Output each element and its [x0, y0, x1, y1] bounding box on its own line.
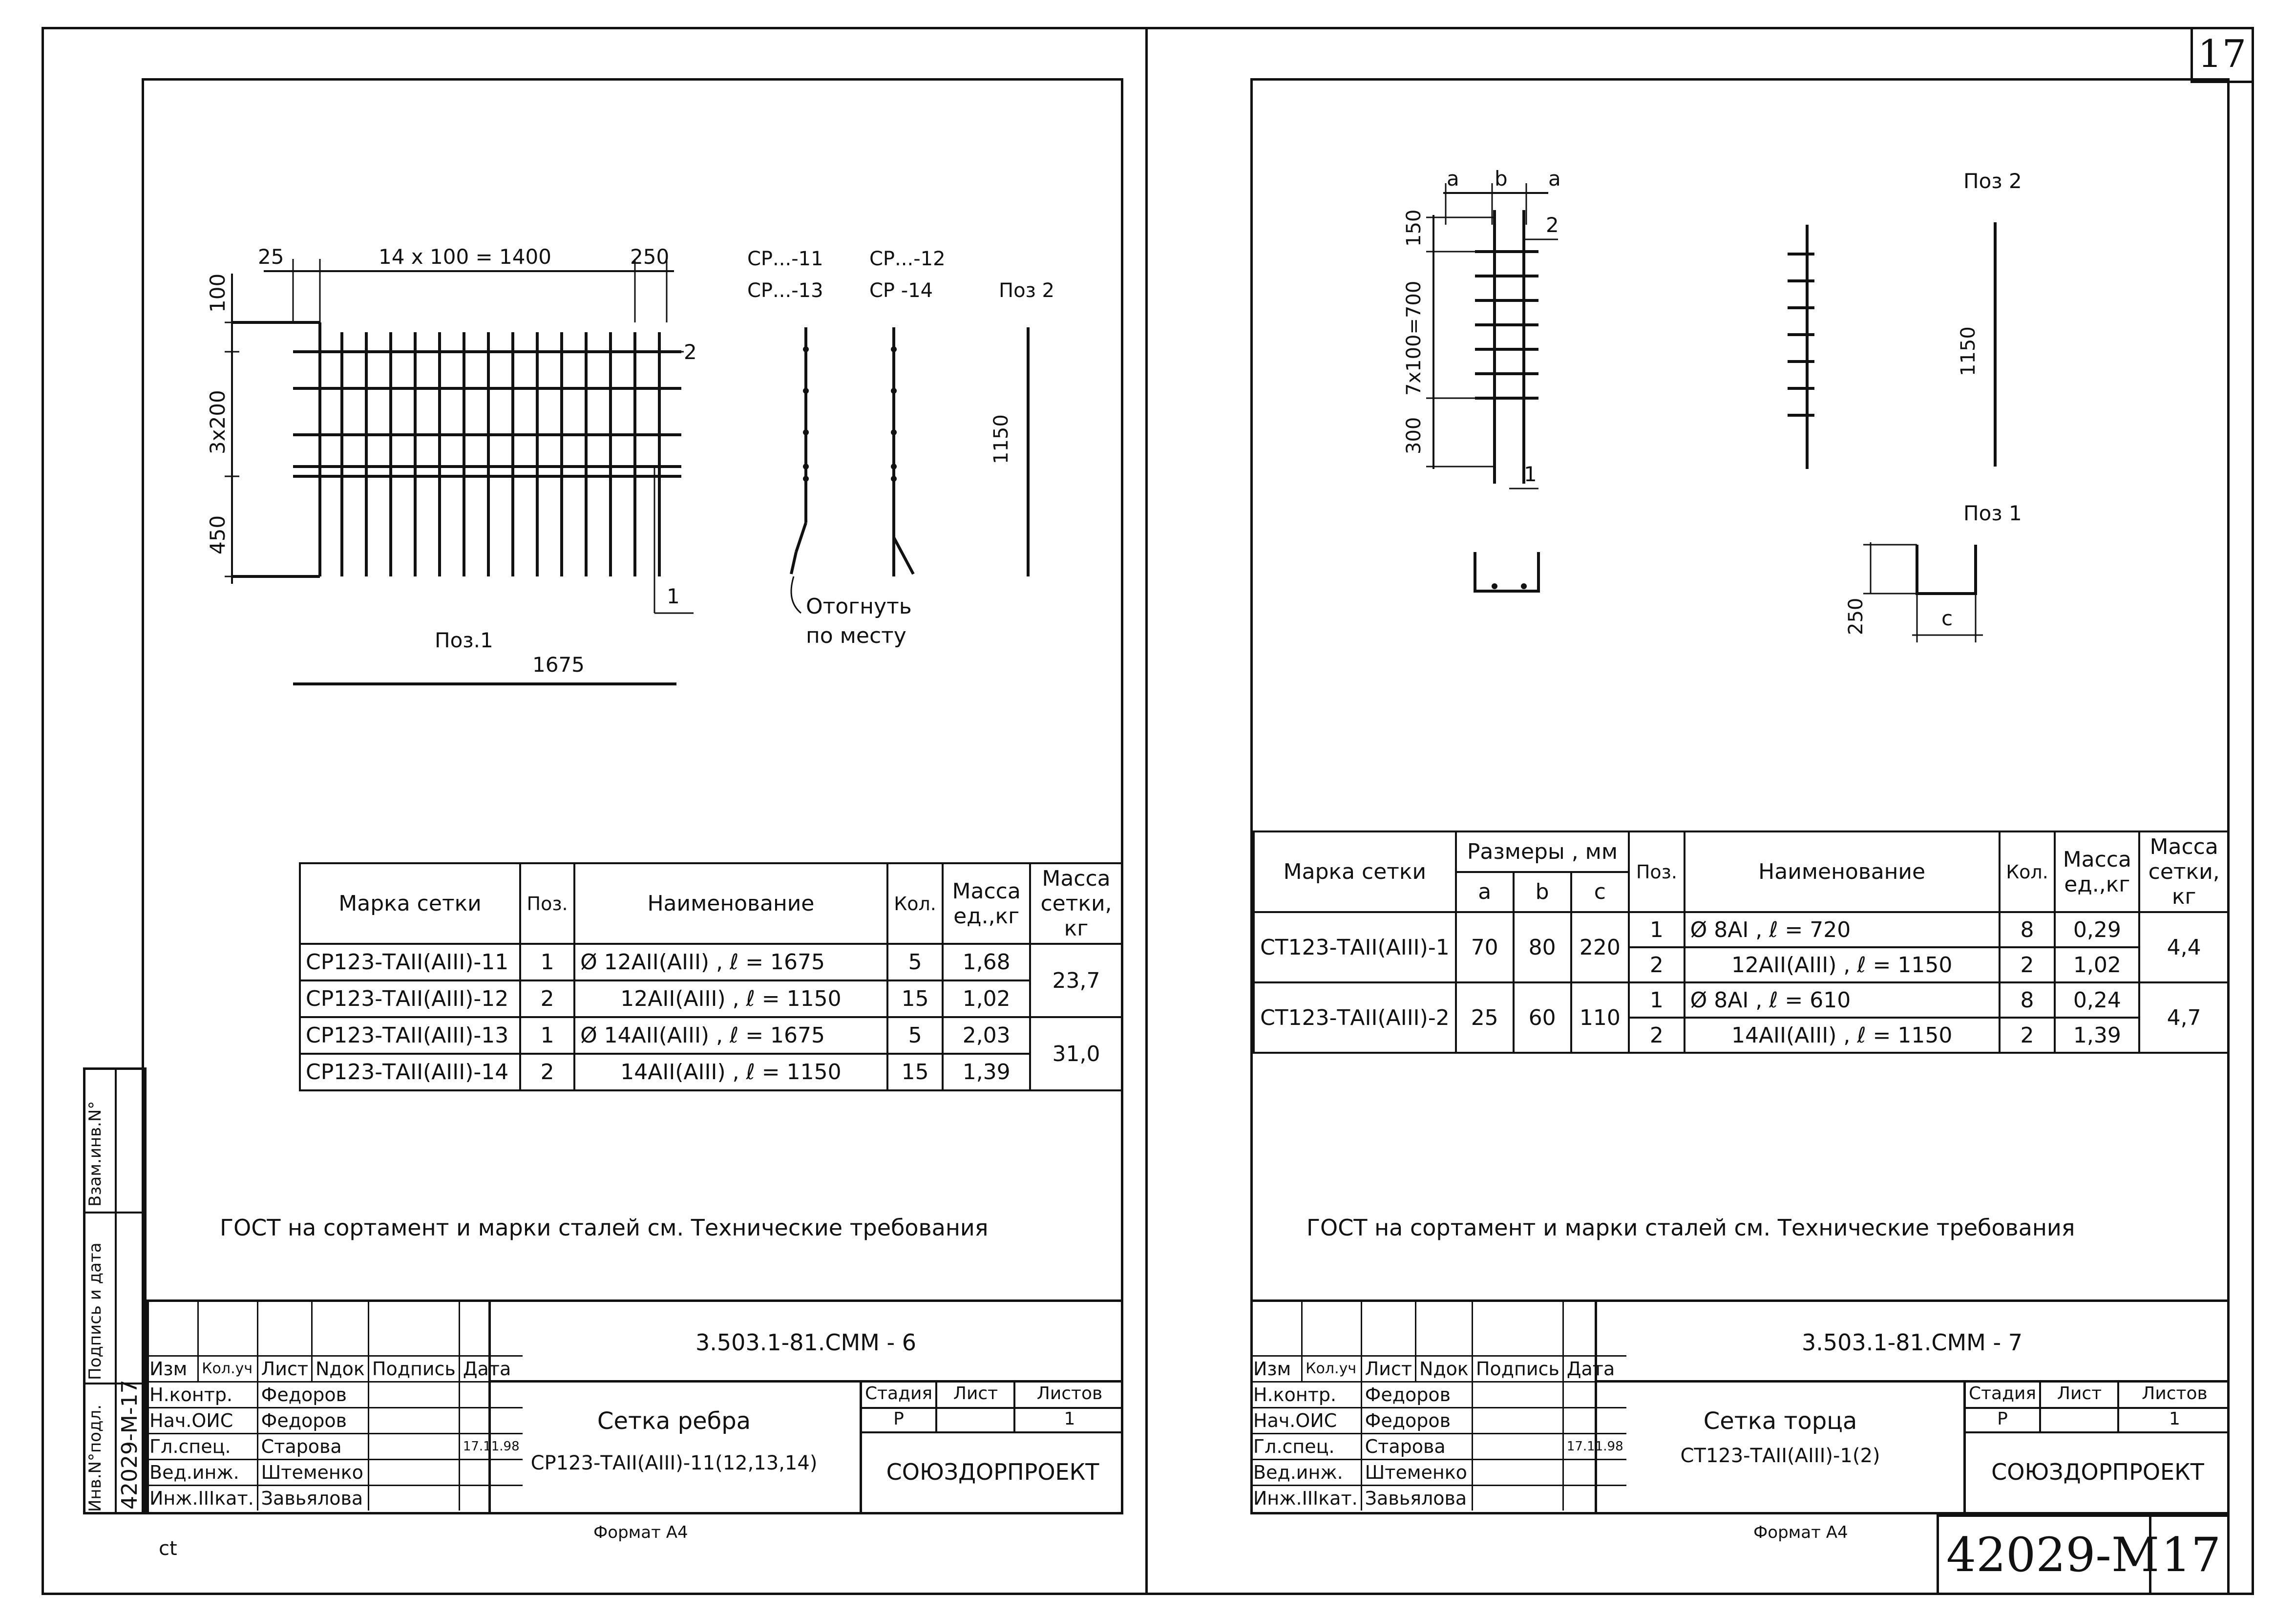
th-name: Наименование: [1685, 831, 2000, 912]
th-total: Масса сетки, кг: [2139, 831, 2229, 912]
cp14: СР -14: [869, 279, 933, 302]
th-total: Масса сетки, кг: [1030, 863, 1122, 944]
len-1150-right: 1150: [1957, 326, 1980, 376]
table-cell: 23,7: [1030, 944, 1122, 1017]
stamp-person: Старова: [1361, 1433, 1472, 1459]
dim-b: b: [1495, 167, 1508, 191]
th-qty: Кол.: [2000, 831, 2055, 912]
stamp-hdr: Кол.уч: [198, 1356, 257, 1382]
table-cell: 15: [887, 1054, 943, 1090]
right-format: Формат А4: [1753, 1523, 1848, 1542]
stamp-role: Нач.ОИС: [1250, 1407, 1361, 1433]
stamp-date: [1563, 1485, 1626, 1511]
left-format: Формат А4: [593, 1523, 688, 1542]
right-stamp-code: 3.503.1-81.СММ - 7: [1802, 1329, 2022, 1356]
stamp-stage: Р: [893, 1409, 904, 1429]
stamp-date: [1563, 1459, 1626, 1485]
stamp-person: Федоров: [257, 1382, 368, 1407]
table-cell: Ø 12АII(АIII) , ℓ = 1675: [574, 944, 887, 980]
table-cell: СР123-ТАII(АIII)-13: [300, 1017, 520, 1054]
stamp-date: 17.11.98: [459, 1433, 522, 1459]
pos1-label-right: Поз 1: [1963, 501, 2022, 525]
left-corner-mark: ct: [159, 1537, 177, 1560]
dim-span: 14 x 100 = 1400: [379, 245, 551, 269]
table-cell: Ø 8АI , ℓ = 610: [1685, 982, 2000, 1018]
table-cell: 4,4: [2139, 912, 2229, 982]
stamp-hdr: Дата: [1563, 1356, 1626, 1382]
dim-25: 25: [258, 245, 284, 269]
stamp-role: Вед.инж.: [1250, 1459, 1361, 1485]
dim-250: 250: [630, 245, 670, 269]
right-stamp-title1: Сетка торца: [1703, 1407, 1857, 1435]
dim-150: 150: [1403, 209, 1425, 247]
stamp-hline: [1963, 1431, 2230, 1433]
table-cell: 5: [887, 944, 943, 980]
stamp-person: Федоров: [257, 1407, 368, 1433]
callout-2: 2: [684, 340, 697, 364]
pos1-label: Поз.1: [435, 628, 493, 652]
th-mark: Марка сетки: [1254, 831, 1456, 912]
table-cell: 2: [520, 1054, 574, 1090]
stamp-date: [1563, 1407, 1626, 1433]
side-vzam-label: Взам.инв.N°: [85, 1101, 105, 1207]
table-cell: 2: [1629, 947, 1684, 982]
pos2-label-right: Поз 2: [1963, 169, 2022, 193]
left-stamp-title2: СР123-ТАII(АIII)-11(12,13,14): [530, 1452, 818, 1474]
stamp-sheets-h: Листов: [2142, 1384, 2208, 1404]
stamp-stage-h: Стадия: [1968, 1384, 2037, 1404]
cp13: СР...-13: [747, 279, 823, 302]
stamp-sheets-h: Листов: [1036, 1384, 1103, 1404]
table-cell: Ø 14АII(АIII) , ℓ = 1675: [574, 1017, 887, 1054]
stamp-date: 17.11.98: [1563, 1433, 1626, 1459]
left-stamp-title1: Сетка ребра: [597, 1407, 751, 1435]
table-cell: 1: [520, 1017, 574, 1054]
table-cell: 2,03: [943, 1017, 1030, 1054]
stamp-person: Завьялова: [1361, 1485, 1472, 1511]
right-spec-table: [1253, 830, 2230, 1054]
th-c: c: [1571, 872, 1629, 913]
th-mark: Марка сетки: [300, 863, 520, 944]
right-stamp-people: [1250, 1299, 1626, 1511]
left-note: ГОСТ на сортамент и марки сталей см. Технические требования: [220, 1214, 989, 1241]
table-cell: 220: [1571, 912, 1629, 982]
stamp-hdr: Дата: [459, 1356, 522, 1382]
stamp-hdr: Nдок: [1415, 1356, 1472, 1382]
table-cell: 2: [520, 980, 574, 1017]
th-dims: Размеры , мм: [1456, 831, 1629, 872]
dim-7x100: 7x100=700: [1403, 280, 1425, 396]
stamp-hdr: Лист: [1361, 1356, 1415, 1382]
stamp-sign: [1472, 1407, 1563, 1433]
table-cell: 14АII(АIII) , ℓ = 1150: [1685, 1018, 2000, 1053]
dim-300: 300: [1403, 417, 1425, 454]
stamp-role: Вед.инж.: [147, 1459, 257, 1485]
stamp-sign: [1472, 1382, 1563, 1407]
table-cell: СР123-ТАII(АIII)-14: [300, 1054, 520, 1090]
cp12: СР...-12: [869, 248, 946, 270]
stamp-person: Старова: [257, 1433, 368, 1459]
stamp-person: Федоров: [1361, 1382, 1472, 1407]
stamp-sheet-h: Лист: [2057, 1384, 2102, 1404]
stamp-role: Гл.спец.: [1250, 1433, 1361, 1459]
table-cell: Ø 8АI , ℓ = 720: [1685, 912, 2000, 947]
table-cell: СТ123-ТАII(АIII)-1: [1254, 912, 1456, 982]
stamp-stage-h: Стадия: [864, 1384, 933, 1404]
table-cell: 31,0: [1030, 1017, 1122, 1090]
table-cell: 1,02: [943, 980, 1030, 1017]
table-cell: 0,24: [2055, 982, 2139, 1018]
table-cell: 8: [2000, 912, 2055, 947]
stamp-person: Федоров: [1361, 1407, 1472, 1433]
stamp-hdr: Изм: [147, 1356, 198, 1382]
table-cell: 1: [1629, 912, 1684, 947]
side-inv-value: 42029-М-17: [117, 1380, 142, 1510]
table-cell: 25: [1456, 982, 1514, 1053]
table-cell: 60: [1514, 982, 1571, 1053]
stamp-hdr: Подпись: [1472, 1356, 1563, 1382]
table-cell: 80: [1514, 912, 1571, 982]
table-cell: 2: [2000, 947, 2055, 982]
table-cell: 110: [1571, 982, 1629, 1053]
len-1150: 1150: [990, 414, 1012, 464]
stamp-vline: [2117, 1380, 2119, 1431]
pos2-label: Поз 2: [999, 279, 1054, 302]
stamp-sheets: 1: [1064, 1409, 1075, 1429]
dim-3x200: 3x200: [206, 390, 230, 454]
doc-sheet-no: 17: [2161, 1528, 2221, 1582]
left-stamp-code: 3.503.1-81.СММ - 6: [695, 1329, 916, 1356]
table-cell: 1,68: [943, 944, 1030, 980]
table-cell: 1,02: [2055, 947, 2139, 982]
callout-2-right: 2: [1546, 213, 1559, 237]
callout-1-right: 1: [1524, 462, 1537, 486]
stamp-role: Инж.IIIкат.: [147, 1485, 257, 1511]
stamp-role: Н.контр.: [1250, 1382, 1361, 1407]
left-stamp-org: СОЮЗДОРПРОЕКТ: [886, 1459, 1099, 1485]
stamp-sign: [1472, 1459, 1563, 1485]
stamp-vline: [2039, 1380, 2041, 1431]
stamp-role: Инж.IIIкат.: [1250, 1485, 1361, 1511]
stamp-hdr: Подпись: [368, 1356, 459, 1382]
dim-a: a: [1447, 167, 1459, 191]
table-cell: 12АII(АIII) , ℓ = 1150: [1685, 947, 2000, 982]
bend-note-1: Отогнуть: [806, 594, 912, 619]
table-cell: 14АII(АIII) , ℓ = 1150: [574, 1054, 887, 1090]
len-1675: 1675: [532, 653, 585, 677]
right-note: ГОСТ на сортамент и марки сталей см. Технические требования: [1306, 1214, 2075, 1241]
table-cell: 5: [887, 1017, 943, 1054]
stamp-sign: [1472, 1433, 1563, 1459]
side-sign-label: Подпись и дата: [85, 1242, 105, 1380]
stamp-role: Н.контр.: [147, 1382, 257, 1407]
dim-c: c: [1941, 606, 1953, 630]
stamp-stage: Р: [1997, 1409, 2008, 1429]
table-cell: 2: [1629, 1018, 1684, 1053]
doc-code: 42029-М: [1946, 1528, 2160, 1582]
table-cell: СР123-ТАII(АIII)-11: [300, 944, 520, 980]
table-cell: СТ123-ТАII(АIII)-2: [1254, 982, 1456, 1053]
right-stamp-org: СОЮЗДОРПРОЕКТ: [1991, 1459, 2204, 1485]
stamp-sheet-h: Лист: [953, 1384, 998, 1404]
table-cell: 70: [1456, 912, 1514, 982]
stamp-role: Гл.спец.: [147, 1433, 257, 1459]
th-b: b: [1514, 872, 1571, 913]
stamp-hline: [1595, 1380, 2230, 1383]
stamp-sign: [1472, 1485, 1563, 1511]
th-mass: Масса ед.,кг: [2055, 831, 2139, 912]
sheet-number: 17: [2198, 32, 2247, 76]
dim-250-right: 250: [1845, 597, 1867, 635]
th-name: Наименование: [574, 863, 887, 944]
table-cell: 2: [2000, 1018, 2055, 1053]
th-mass: Масса ед.,кг: [943, 863, 1030, 944]
table-cell: 8: [2000, 982, 2055, 1018]
stamp-role: Нач.ОИС: [147, 1407, 257, 1433]
table-cell: 1,39: [2055, 1018, 2139, 1053]
side-inv-label: Инв.N°подл.: [85, 1404, 105, 1512]
stamp-hdr: Лист: [257, 1356, 312, 1382]
table-cell: СР123-ТАII(АIII)-12: [300, 980, 520, 1017]
stamp-hdr: Nдок: [312, 1356, 368, 1382]
table-cell: 1: [520, 944, 574, 980]
stamp-person: Штеменко: [257, 1459, 368, 1485]
stamp-sheets: 1: [2169, 1409, 2180, 1429]
stamp-hdr: Кол.уч: [1302, 1356, 1361, 1382]
dim-a2: a: [1548, 167, 1561, 191]
stamp-person: Завьялова: [257, 1485, 368, 1511]
th-qty: Кол.: [887, 863, 943, 944]
stamp-person: Штеменко: [1361, 1459, 1472, 1485]
table-cell: 1,39: [943, 1054, 1030, 1090]
cp11: СР...-11: [747, 248, 823, 270]
table-cell: 4,7: [2139, 982, 2229, 1053]
table-cell: 12АII(АIII) , ℓ = 1150: [574, 980, 887, 1017]
stamp-hdr: Изм: [1250, 1356, 1302, 1382]
th-pos: Поз.: [1629, 831, 1684, 912]
table-cell: 15: [887, 980, 943, 1017]
table-cell: 1: [1629, 982, 1684, 1018]
th-pos: Поз.: [520, 863, 574, 944]
callout-1: 1: [667, 584, 680, 608]
stamp-date: [1563, 1382, 1626, 1407]
bend-note-2: по месту: [806, 623, 906, 648]
right-stamp-title2: СТ123-ТАII(АIII)-1(2): [1680, 1445, 1880, 1467]
th-a: a: [1456, 872, 1514, 913]
dim-450: 450: [206, 515, 230, 554]
table-cell: 0,29: [2055, 912, 2139, 947]
dim-100: 100: [206, 273, 230, 313]
